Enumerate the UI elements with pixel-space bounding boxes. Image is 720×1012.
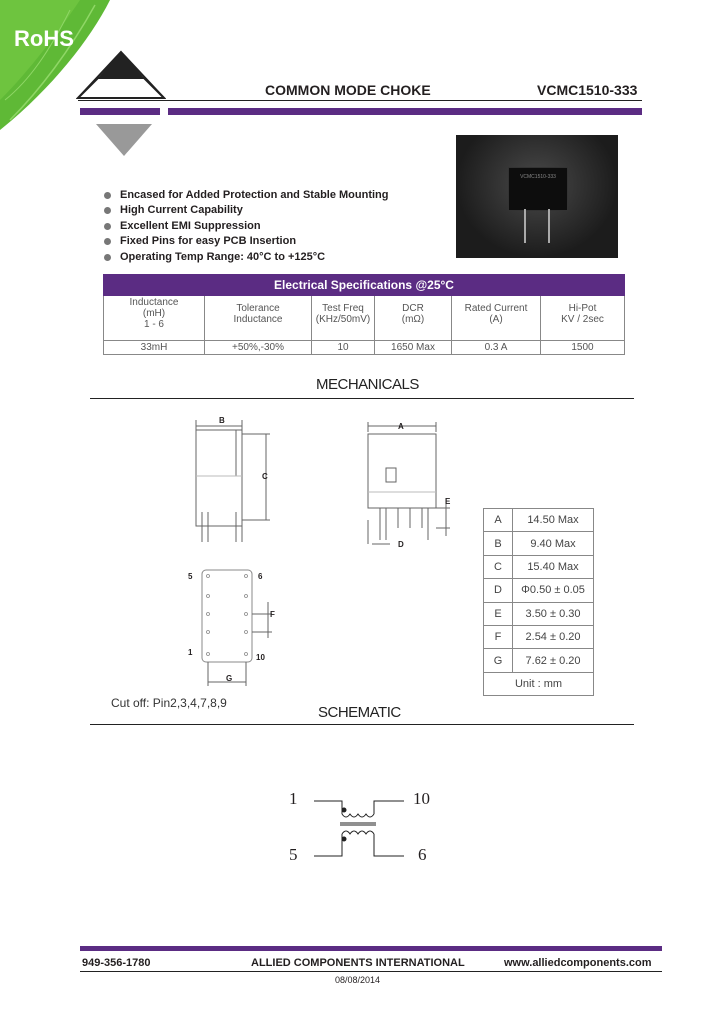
cutoff-note: Cut off: Pin2,3,4,7,8,9 — [111, 696, 227, 710]
dim-key: F — [484, 625, 513, 648]
table-row — [484, 555, 594, 578]
table-row — [484, 579, 594, 602]
dim-value: 7.62 ± 0.20 — [513, 649, 594, 672]
front-view-drawing — [360, 418, 460, 552]
feature-item: High Current Capability — [104, 203, 389, 218]
spec-header-text: DCR — [402, 303, 424, 314]
dim-label-c: C — [262, 472, 268, 481]
spec-header-cell — [375, 296, 452, 341]
spec-value-cell: 33mH — [104, 341, 205, 355]
product-photo — [456, 135, 618, 258]
page-title: COMMON MODE CHOKE — [265, 82, 431, 98]
schematic-pin-6: 6 — [418, 845, 427, 864]
spec-header-text: (KHz/50mV) — [315, 314, 371, 325]
pin-image — [524, 209, 526, 243]
schematic-heading: SCHEMATIC — [318, 704, 401, 721]
schematic-pin-1: 1 — [289, 789, 298, 808]
dim-label-a: A — [398, 422, 404, 431]
dim-key: E — [484, 602, 513, 625]
dim-value: 15.40 Max — [513, 555, 594, 578]
dim-value: 14.50 Max — [513, 509, 594, 532]
spec-table-title: Electrical Specifications @25°C — [104, 275, 625, 296]
spec-header-text: Inductance — [233, 314, 283, 325]
schematic-rule — [90, 724, 634, 725]
footer-company: ALLIED COMPONENTS INTERNATIONAL — [251, 957, 465, 969]
header-rule — [78, 100, 642, 101]
pin-label-10: 10 — [256, 653, 265, 662]
feature-item: Fixed Pins for easy PCB Insertion — [104, 234, 389, 249]
dim-label-g: G — [226, 674, 233, 683]
table-row — [484, 509, 594, 532]
dim-value: 2.54 ± 0.20 — [513, 625, 594, 648]
pin-image — [548, 209, 550, 243]
table-row — [484, 649, 594, 672]
dim-key: A — [484, 509, 513, 532]
table-row — [484, 625, 594, 648]
bottom-view-drawing — [196, 562, 286, 688]
spec-header-text: (mΩ) — [401, 314, 425, 325]
dim-key: G — [484, 649, 513, 672]
pin-label-5: 5 — [188, 572, 193, 581]
footer-rule — [80, 971, 662, 972]
spec-value-cell: +50%,-30% — [205, 341, 312, 355]
feature-item: Encased for Added Protection and Stable Mounting — [104, 188, 389, 203]
spec-header-cell — [541, 296, 625, 341]
spec-value-cell: 1500 — [541, 341, 625, 355]
pin-label-1: 1 — [188, 648, 193, 657]
pin-label-6: 6 — [258, 572, 263, 581]
dim-key: B — [484, 532, 513, 555]
dim-label-e: E — [445, 497, 451, 506]
spec-header-cell — [104, 296, 205, 341]
unit-note: Unit : mm — [484, 672, 594, 695]
electrical-spec-table — [103, 274, 625, 355]
mechanicals-heading: MECHANICALS — [316, 376, 419, 393]
dim-label-d: D — [398, 540, 404, 549]
footer-phone: 949-356-1780 — [82, 957, 151, 969]
dim-label-b: B — [219, 416, 225, 425]
schematic-pin-5: 5 — [289, 845, 298, 864]
feature-item: Excellent EMI Suppression — [104, 219, 389, 234]
choke-body-image — [508, 167, 568, 211]
schematic-pin-10: 10 — [413, 789, 430, 808]
dim-value: 9.40 Max — [513, 532, 594, 555]
spec-value-cell: 10 — [312, 341, 375, 355]
spec-value-cell: 1650 Max — [375, 341, 452, 355]
feature-item: Operating Temp Range: 40°C to +125°C — [104, 250, 389, 265]
spec-header-text: Inductance — [129, 297, 179, 308]
footer-website: www.alliedcomponents.com — [504, 957, 652, 969]
mechanicals-rule — [90, 398, 634, 399]
spec-value-cell: 0.3 A — [452, 341, 541, 355]
spec-header-text: 1 - 6 — [143, 319, 164, 330]
spec-header-text: (A) — [489, 314, 503, 325]
company-logo — [76, 48, 166, 158]
spec-header-text: KV / 2sec — [561, 314, 604, 325]
table-row — [484, 602, 594, 625]
spec-header-cell — [312, 296, 375, 341]
header-bar — [168, 108, 642, 115]
spec-header-text: Hi-Pot — [568, 303, 597, 314]
dimensions-table — [483, 508, 594, 696]
feature-list — [104, 188, 389, 265]
spec-header-cell — [205, 296, 312, 341]
table-row — [484, 672, 594, 695]
footer-bar — [80, 946, 662, 951]
schematic-diagram — [300, 790, 420, 862]
rohs-label: RoHS — [14, 26, 74, 51]
spec-header-text: Rated Current — [464, 303, 528, 314]
dim-value: 3.50 ± 0.30 — [513, 602, 594, 625]
photo-marking: VCMC1510-333 — [520, 174, 556, 180]
table-row — [484, 532, 594, 555]
spec-header-text: (mH) — [142, 308, 166, 319]
spec-header-text: Test Freq — [322, 303, 364, 314]
part-number: VCMC1510-333 — [537, 82, 638, 98]
dim-key: D — [484, 579, 513, 602]
footer-date: 08/08/2014 — [335, 975, 381, 985]
dim-label-f: F — [270, 610, 275, 619]
spec-header-text: Tolerance — [236, 303, 280, 314]
spec-header-cell — [452, 296, 541, 341]
dim-key: C — [484, 555, 513, 578]
dim-value: Φ0.50 ± 0.05 — [513, 579, 594, 602]
header-bar-left — [80, 108, 160, 115]
